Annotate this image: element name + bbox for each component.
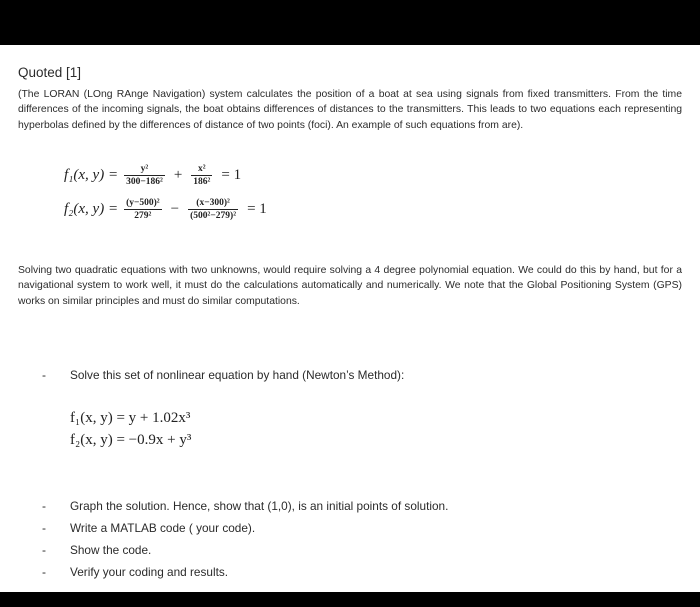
- eq2-lhs: f₂(x, y) =: [64, 201, 119, 218]
- bullet-item: Write a MATLAB code ( your code).: [70, 521, 256, 535]
- bullet-item: Show the code.: [70, 543, 152, 557]
- nonlinear-eq-2: f₂(x, y) = −0.9x + y³: [70, 432, 192, 448]
- bullet-dash: -: [42, 543, 46, 557]
- bullet-item: Verify your coding and results.: [70, 565, 229, 579]
- document-page: [0, 45, 700, 592]
- eq1-term1: $\frac{\text{y²}}{\text{300−186²}}$: [126, 164, 163, 187]
- doc-title: Quoted [1]: [18, 65, 82, 80]
- eq2-term2: $\frac{\text{(x−300)²}}{\text{(500²−279)²}}$: [190, 198, 237, 221]
- bullet-dash: -: [42, 565, 46, 579]
- intro-paragraph: (The LORAN (LOng RAnge Navigation) system calculates the position of a boat at sea using signals from fixed transmitters. From the time differences of the incoming signals, the boat obtains differences of distances to the transmitters. This leads to two equations each representing hyperbolas defined by the differences of distance of two points (foci). An example of such equations from are).: [18, 89, 682, 131]
- eq1-lhs: f₁(x, y) =: [64, 167, 119, 184]
- bullet-dash: -: [42, 368, 46, 382]
- solving-paragraph: Solving two quadratic equations with two unknowns, would require solving a 4 degree polynomial equation. We could do this by hand, but for a navigational system to work well, it must do the calculations automatically and numerically. We note that the Global Positioning System (GPS) works on similar principles and must do similar computations.: [18, 265, 682, 307]
- equation-2: f₂(x, y) = $\frac{\text{(y−500)²}}{\text{279²}}$ − $\frac{\text{(x−300)²}}{\text{(500²−279)²}}$ = 1: [64, 198, 267, 221]
- bullet-item: Graph the solution. Hence, show that (1,0), is an initial points of solution.: [70, 499, 449, 513]
- eq1-term2: $\frac{\text{x²}}{\text{186²}}$: [193, 164, 211, 187]
- nonlinear-eq-1: f₁(x, y) = y + 1.02x³: [70, 410, 191, 426]
- bullet-dash: -: [42, 499, 46, 513]
- equation-1: f₁(x, y) = $\frac{\text{y²}}{\text{300−186²}}$ + $\frac{\text{x²}}{\text{186²}}$ = 1: [64, 164, 242, 187]
- bullet-dash: -: [42, 521, 46, 535]
- task-newton: Solve this set of nonlinear equation by hand (Newton’s Method):: [70, 368, 405, 382]
- eq2-term1: $\frac{\text{(y−500)²}}{\text{279²}}$: [126, 198, 160, 221]
